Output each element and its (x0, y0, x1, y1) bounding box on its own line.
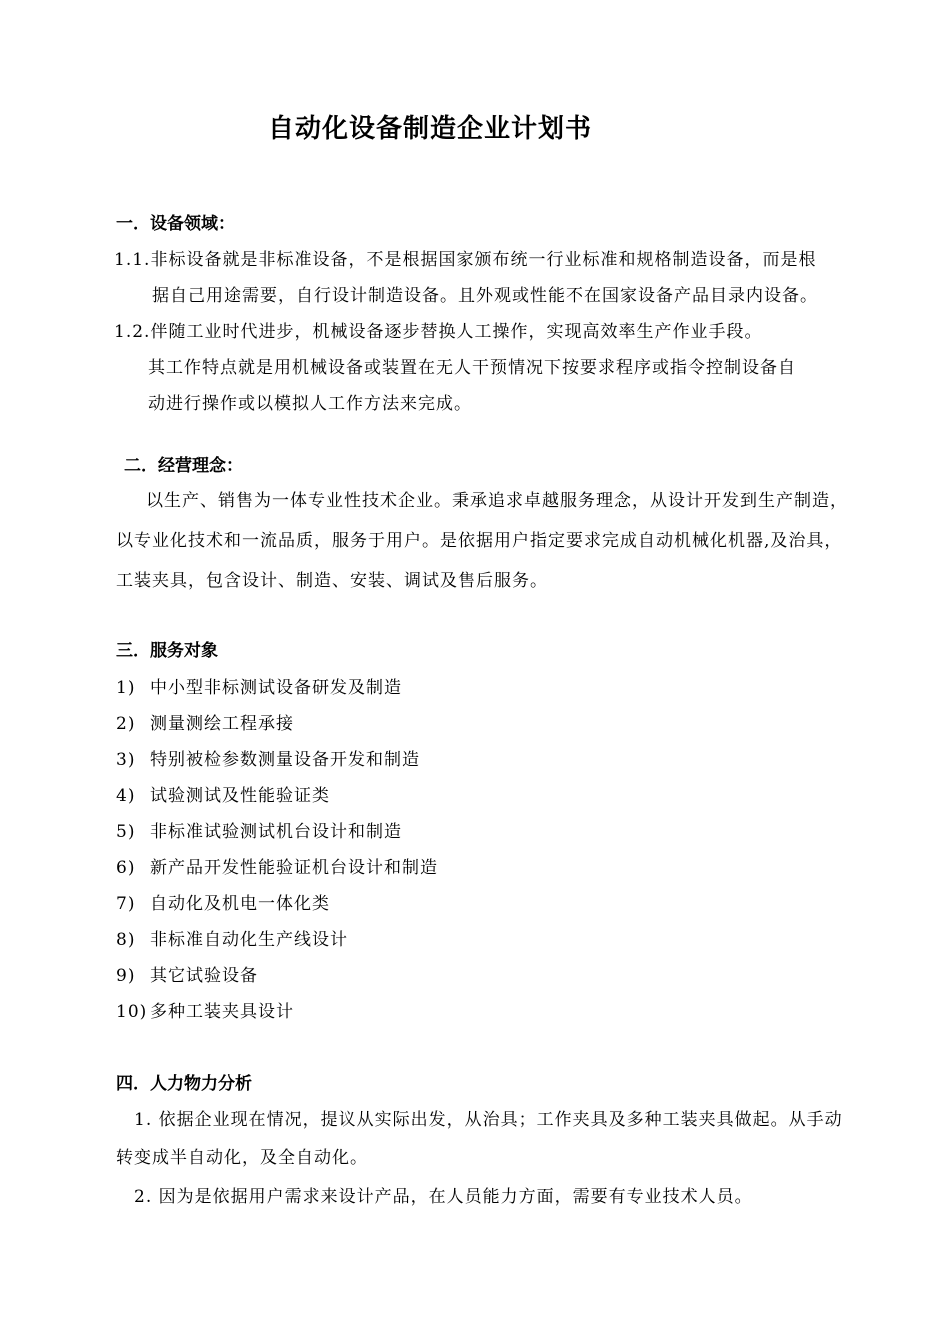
list-item (116, 997, 294, 1022)
paragraph-line: 转变成半自动化，及全自动化。 (116, 1148, 368, 1168)
list-text: 多种工装夹具设计 (150, 1002, 294, 1022)
list-item (116, 745, 420, 770)
list-number: 3) (116, 750, 136, 770)
section-heading-business-philosophy: 二．经营理念： (124, 456, 243, 476)
list-item (116, 709, 294, 734)
list-item (116, 853, 438, 878)
list-text: 其它试验设备 (150, 966, 258, 986)
paragraph-line: 1. 依据企业现在情况，提议从实际出发，从治具；工作夹具及多种工装夹具做起。从手动 (134, 1110, 843, 1130)
list-text: 中小型非标测试设备研发及制造 (150, 678, 402, 698)
list-number: 5) (116, 822, 136, 842)
list-number: 2) (116, 714, 136, 734)
list-number: 1) (116, 678, 136, 698)
list-item (116, 817, 402, 842)
paragraph-line: 2. 因为是依据用户需求来设计产品，在人员能力方面，需要有专业技术人员。 (134, 1187, 753, 1207)
section-heading-resource-analysis: 四．人力物力分析 (116, 1074, 252, 1094)
paragraph-line: 其工作特点就是用机械设备或装置在无人干预情况下按要求程序或指令控制设备自 (148, 358, 796, 378)
list-number: 8) (116, 930, 136, 950)
list-text: 测量测绘工程承接 (150, 714, 294, 734)
paragraph-line: 1.1.非标设备就是非标准设备，不是根据国家颁布统一行业标准和规格制造设备，而是根 (114, 250, 817, 270)
list-item (116, 781, 330, 806)
list-number: 6) (116, 858, 136, 878)
paragraph-line: 工装夹具，包含设计、制造、安装、调试及售后服务。 (116, 571, 548, 591)
list-text: 特别被检参数测量设备开发和制造 (150, 750, 420, 770)
section-heading-service-targets: 三．服务对象 (116, 641, 218, 661)
list-text: 自动化及机电一体化类 (150, 894, 330, 914)
list-number: 10) (116, 1002, 148, 1022)
list-item (116, 889, 330, 914)
list-number: 4) (116, 786, 136, 806)
paragraph-line: 以生产、销售为一体专业性技术企业。秉承追求卓越服务理念，从设计开发到生产制造， (146, 491, 848, 511)
list-item (116, 673, 402, 698)
list-number: 9) (116, 966, 136, 986)
list-text: 新产品开发性能验证机台设计和制造 (150, 858, 438, 878)
section-heading-equipment-field: 一．设备领域： (116, 214, 235, 234)
list-text: 非标准自动化生产线设计 (150, 930, 348, 950)
list-item (116, 925, 348, 950)
paragraph-line: 1.2.伴随工业时代进步，机械设备逐步替换人工操作，实现高效率生产作业手段。 (114, 322, 763, 342)
list-number: 7) (116, 894, 136, 914)
list-text: 试验测试及性能验证类 (150, 786, 330, 806)
paragraph-line: 动进行操作或以模拟人工作方法来完成。 (148, 394, 472, 414)
list-item (116, 961, 258, 986)
paragraph-line: 据自己用途需要，自行设计制造设备。且外观或性能不在国家设备产品目录内设备。 (152, 286, 818, 306)
document-title: 自动化设备制造企业计划书 (267, 114, 592, 144)
list-text: 非标准试验测试机台设计和制造 (150, 822, 402, 842)
paragraph-line: 以专业化技术和一流品质，服务于用户。是依据用户指定要求完成自动机械化机器,及治具， (116, 531, 843, 551)
